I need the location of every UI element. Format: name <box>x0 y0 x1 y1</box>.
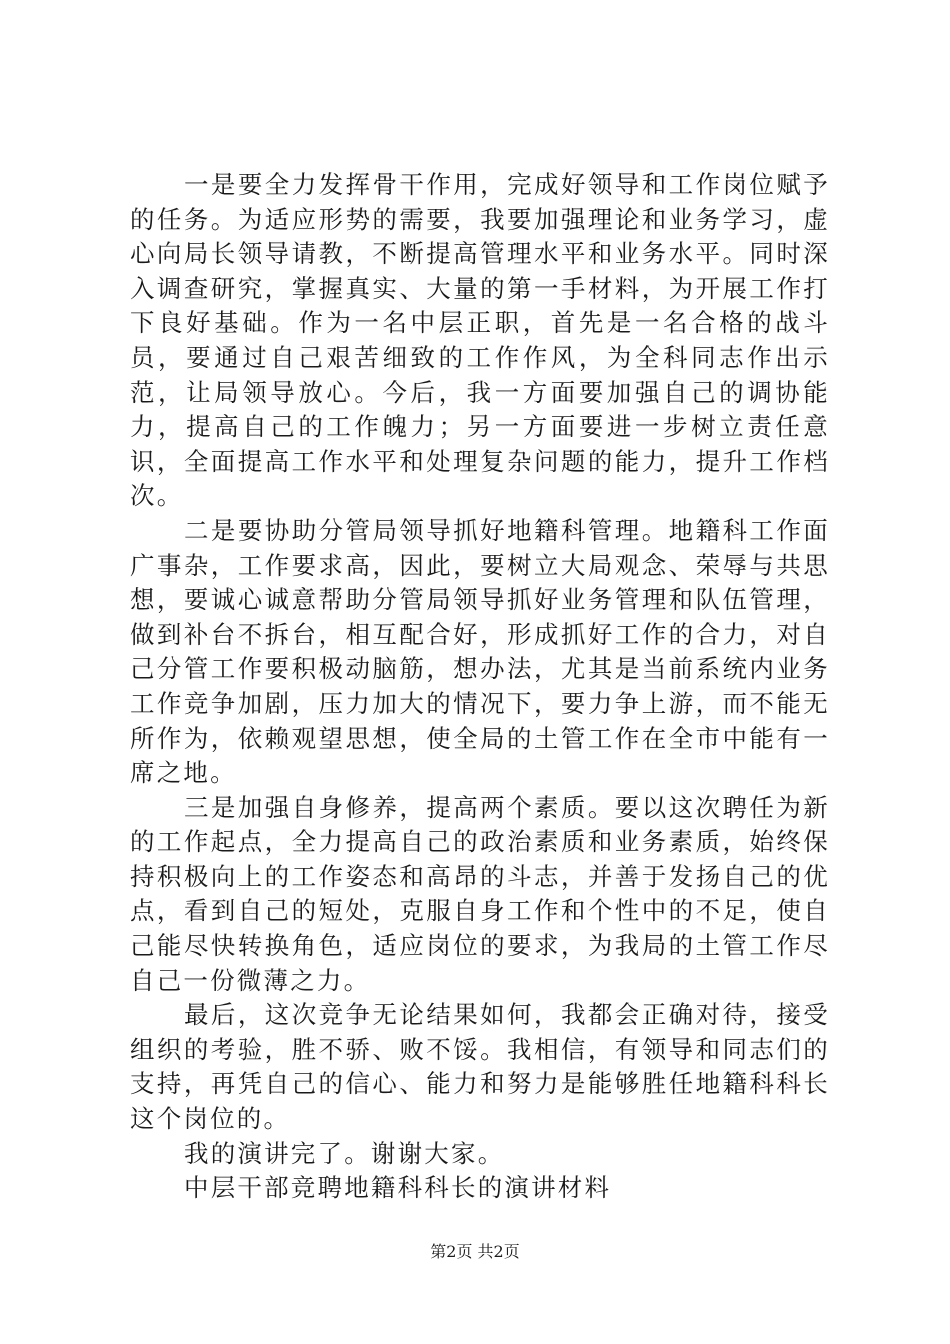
closing-line: 我的演讲完了。谢谢大家。 <box>184 1138 505 1168</box>
paragraph-1: 一是要全力发挥骨干作用，完成好领导和工作岗位赋予的任务。为适应形势的需要，我要加强理论和业务学习，虚心向局长领导请教，不断提高管理水平和业务水平。同时深入调查研究，掌握真实、大量的第一手材料，为开展工作打下良好基础。作为一名中层正职，首先是一名合格的战斗员，要通过自己艰苦细致的工作作风，为全科同志作出示范，让局领导放心。今后，我一方面要加强自己的调协能力，提高自己的工作魄力；另一方面要进一步树立责任意识，全面提高工作水平和处理复杂问题的能力，提升工作档次。 <box>130 170 830 511</box>
document-title-line: 中层干部竞聘地籍科科长的演讲材料 <box>184 1173 612 1203</box>
paragraph-3: 三是加强自身修养，提高两个素质。要以这次聘任为新的工作起点，全力提高自己的政治素质和业务素质，始终保持积极向上的工作姿态和高昂的斗志，并善于发扬自己的优点，看到自己的短处，克服自身工作和个性中的不足，使自己能尽快转换角色，适应岗位的要求，为我局的土管工作尽自己一份微薄之力。 <box>130 792 830 995</box>
paragraph-4: 最后，这次竞争无论结果如何，我都会正确对待，接受组织的考验，胜不骄、败不馁。我相信，有领导和同志们的支持，再凭自己的信心、能力和努力是能够胜任地籍科科长这个岗位的。 <box>130 1000 830 1134</box>
page-number-footer: 第2页 共2页 <box>430 1242 520 1261</box>
paragraph-2: 二是要协助分管局领导抓好地籍科管理。地籍科工作面广事杂，工作要求高，因此，要树立大局观念、荣辱与共思想，要诚心诚意帮助分管局领导抓好业务管理和队伍管理，做到补台不拆台，相互配合好，形成抓好工作的合力，对自己分管工作要积极动脑筋，想办法，尤其是当前系统内业务工作竞争加剧，压力加大的情况下，要力争上游，而不能无所作为，依赖观望思想，使全局的土管工作在全市中能有一席之地。 <box>130 515 830 788</box>
document-body <box>130 168 830 1206</box>
